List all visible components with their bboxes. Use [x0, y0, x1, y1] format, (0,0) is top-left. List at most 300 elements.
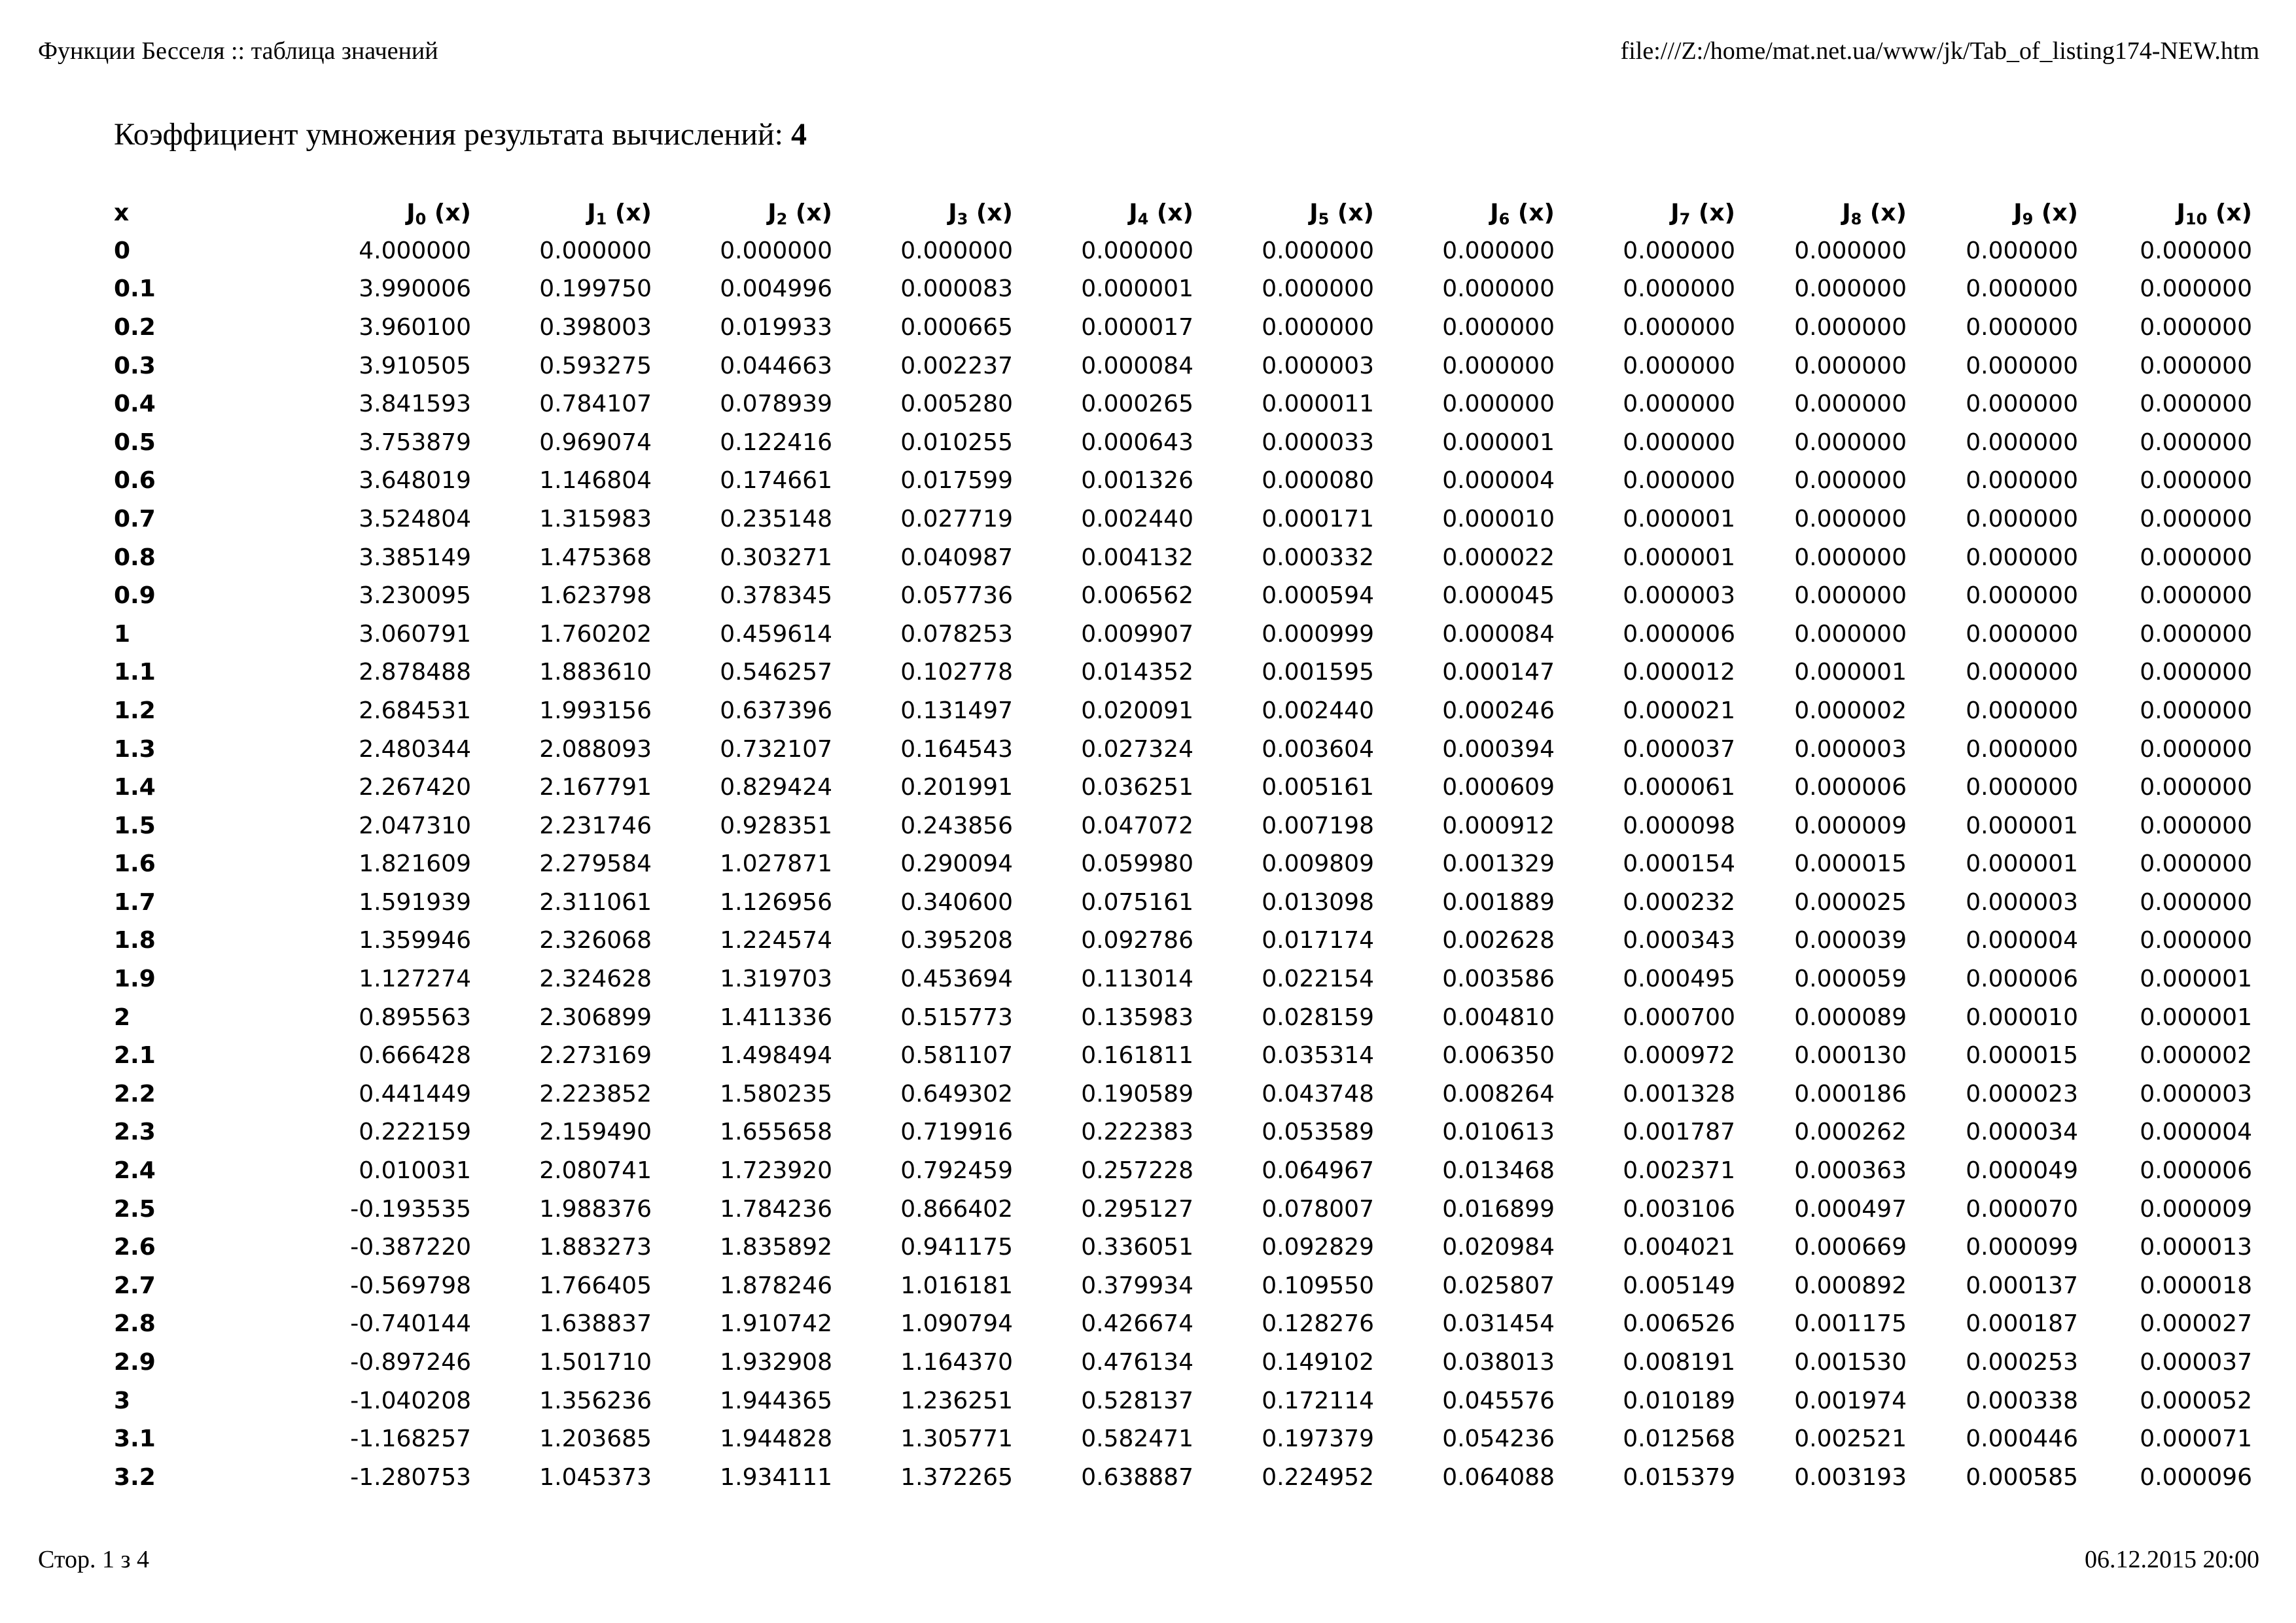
- cell-j0: -0.387220: [350, 1234, 471, 1261]
- cell-j6: 0.000000: [1442, 352, 1555, 379]
- cell-j7: 0.000000: [1623, 391, 1735, 418]
- cell-j5: 0.078007: [1262, 1195, 1374, 1223]
- cell-j4: 0.036251: [1081, 774, 1193, 801]
- cell-j2: 1.655658: [720, 1119, 832, 1146]
- row-x-value: 2.8: [114, 1310, 156, 1338]
- row-x-value: 1.1: [114, 659, 156, 686]
- cell-j10: 0.000001: [2140, 966, 2252, 993]
- cell-j9: 0.000006: [1966, 966, 2078, 993]
- cell-j4: 0.336051: [1081, 1234, 1193, 1261]
- cell-j2: 1.224574: [720, 927, 832, 954]
- cell-j5: 0.013098: [1262, 888, 1374, 916]
- cell-j10: 0.000006: [2140, 1157, 2252, 1185]
- cell-j5: 0.043748: [1262, 1080, 1374, 1108]
- cell-j6: 0.000022: [1442, 544, 1555, 571]
- column-header-order: 4: [1137, 209, 1149, 228]
- column-header-j8: [1735, 194, 1907, 232]
- cell-j4: 0.047072: [1081, 812, 1193, 839]
- cell-j3: 0.002237: [900, 352, 1013, 379]
- row-x-value: 0.9: [114, 582, 156, 610]
- column-header-order: 2: [776, 209, 788, 228]
- cell-j1: 2.311061: [539, 888, 652, 916]
- cell-j2: 0.732107: [720, 735, 832, 763]
- cell-j3: 1.016181: [900, 1272, 1013, 1299]
- cell-j7: 0.015379: [1623, 1463, 1735, 1491]
- cell-j8: 0.001530: [1794, 1349, 1907, 1376]
- cell-j0: -0.897246: [350, 1349, 471, 1376]
- cell-j10: 0.000000: [2140, 275, 2252, 303]
- cell-j9: 0.000187: [1966, 1310, 2078, 1338]
- column-header-arg: (x): [2033, 199, 2078, 226]
- cell-j6: 0.004810: [1442, 1003, 1555, 1031]
- page-url: file:///Z:/home/mat.net.ua/www/jk/Tab_of_listing174-NEW.htm: [1620, 37, 2259, 65]
- cell-j4: 0.009907: [1081, 620, 1193, 648]
- cell-j6: 0.000912: [1442, 812, 1555, 839]
- table-row: [114, 1075, 2252, 1113]
- cell-j0: -1.280753: [350, 1463, 471, 1491]
- cell-j0: 3.060791: [359, 620, 471, 648]
- cell-j3: 0.005280: [900, 391, 1013, 418]
- cell-j9: 0.000137: [1966, 1272, 2078, 1299]
- cell-j2: 1.027871: [720, 850, 832, 878]
- row-x-value: 2.1: [114, 1042, 156, 1070]
- print-datetime: 06.12.2015 20:00: [2084, 1546, 2259, 1573]
- cell-j0: -1.040208: [350, 1387, 471, 1414]
- cell-j10: 0.000000: [2140, 391, 2252, 418]
- cell-j7: 0.000006: [1623, 620, 1735, 648]
- cell-j7: 0.000001: [1623, 544, 1735, 571]
- cell-j5: 0.002440: [1262, 697, 1374, 724]
- cell-j0: 3.990006: [359, 275, 471, 303]
- cell-j1: 1.988376: [539, 1195, 652, 1223]
- row-x-value: 3: [114, 1387, 131, 1414]
- cell-j0: -1.168257: [350, 1425, 471, 1453]
- cell-j3: 0.010255: [900, 428, 1013, 456]
- cell-j10: 0.000052: [2140, 1387, 2252, 1414]
- column-header-name: J: [948, 199, 957, 226]
- cell-j1: 2.231746: [539, 812, 652, 839]
- cell-j8: 0.000669: [1794, 1234, 1907, 1261]
- cell-j6: 0.000000: [1442, 237, 1555, 264]
- cell-j3: 0.131497: [900, 697, 1013, 724]
- cell-j7: 0.005149: [1623, 1272, 1735, 1299]
- column-header-name: J: [1670, 199, 1680, 226]
- table-row: [114, 1266, 2252, 1305]
- cell-j1: 2.279584: [539, 850, 652, 878]
- table-row: [114, 615, 2252, 654]
- cell-j10: 0.000000: [2140, 352, 2252, 379]
- cell-j9: 0.000000: [1966, 659, 2078, 686]
- cell-j9: 0.000000: [1966, 620, 2078, 648]
- cell-j10: 0.000000: [2140, 237, 2252, 264]
- cell-j3: 0.649302: [900, 1080, 1013, 1108]
- cell-j7: 0.000061: [1623, 774, 1735, 801]
- cell-j4: 0.222383: [1081, 1119, 1193, 1146]
- cell-j7: 0.001328: [1623, 1080, 1735, 1108]
- row-x-value: 1.4: [114, 774, 156, 801]
- cell-j1: 1.356236: [539, 1387, 652, 1414]
- cell-j0: -0.193535: [350, 1195, 471, 1223]
- cell-j4: 0.638887: [1081, 1463, 1193, 1491]
- cell-j1: 1.623798: [539, 582, 652, 610]
- cell-j9: 0.000000: [1966, 391, 2078, 418]
- column-header-order: 6: [1498, 209, 1510, 228]
- cell-j9: 0.000003: [1966, 888, 2078, 916]
- column-header-j9: [1907, 194, 2078, 232]
- cell-j5: 0.035314: [1262, 1042, 1374, 1070]
- cell-j0: 0.895563: [359, 1003, 471, 1031]
- cell-j4: 0.161811: [1081, 1042, 1193, 1070]
- cell-j7: 0.000700: [1623, 1003, 1735, 1031]
- cell-j10: 0.000000: [2140, 544, 2252, 571]
- cell-j8: 0.000059: [1794, 966, 1907, 993]
- cell-j2: 0.004996: [720, 275, 832, 303]
- cell-j8: 0.000015: [1794, 850, 1907, 878]
- cell-j8: 0.003193: [1794, 1463, 1907, 1491]
- cell-j9: 0.000253: [1966, 1349, 2078, 1376]
- cell-j4: 0.020091: [1081, 697, 1193, 724]
- row-x-value: 2.4: [114, 1157, 156, 1185]
- cell-j6: 0.013468: [1442, 1157, 1555, 1185]
- cell-j5: 0.001595: [1262, 659, 1374, 686]
- cell-j7: 0.000098: [1623, 812, 1735, 839]
- column-header-j6: [1374, 194, 1555, 232]
- cell-j3: 0.719916: [900, 1119, 1013, 1146]
- cell-j9: 0.000000: [1966, 582, 2078, 610]
- cell-j0: 3.648019: [359, 467, 471, 495]
- cell-j5: 0.092829: [1262, 1234, 1374, 1261]
- cell-j1: 1.993156: [539, 697, 652, 724]
- cell-j2: 1.723920: [720, 1157, 832, 1185]
- cell-j4: 0.006562: [1081, 582, 1193, 610]
- cell-j4: 0.190589: [1081, 1080, 1193, 1108]
- cell-j4: 0.135983: [1081, 1003, 1193, 1031]
- cell-j5: 0.000000: [1262, 313, 1374, 341]
- cell-j10: 0.000071: [2140, 1425, 2252, 1453]
- row-x-value: 3.2: [114, 1463, 156, 1491]
- cell-j6: 0.064088: [1442, 1463, 1555, 1491]
- row-x-value: 2.6: [114, 1234, 156, 1261]
- cell-j0: 1.359946: [359, 927, 471, 954]
- column-header-name: J: [406, 199, 415, 226]
- cell-j2: 1.910742: [720, 1310, 832, 1338]
- cell-j8: 0.000089: [1794, 1003, 1907, 1031]
- cell-j0: 2.047310: [359, 812, 471, 839]
- cell-j4: 0.379934: [1081, 1272, 1193, 1299]
- cell-j7: 0.000000: [1623, 275, 1735, 303]
- table-row: [114, 730, 2252, 769]
- cell-j0: 2.684531: [359, 697, 471, 724]
- cell-j3: 0.340600: [900, 888, 1013, 916]
- cell-j10: 0.000000: [2140, 582, 2252, 610]
- cell-j3: 0.017599: [900, 467, 1013, 495]
- page-title: Функции Бесселя :: таблица значений: [38, 37, 438, 65]
- column-header-order: 8: [1850, 209, 1862, 228]
- cell-j9: 0.000000: [1966, 275, 2078, 303]
- cell-j10: 0.000000: [2140, 774, 2252, 801]
- column-header-arg: (x): [1510, 199, 1555, 226]
- cell-j2: 1.784236: [720, 1195, 832, 1223]
- cell-j1: 2.306899: [539, 1003, 652, 1031]
- column-header-order: 7: [1679, 209, 1691, 228]
- cell-j3: 1.090794: [900, 1310, 1013, 1338]
- row-x-value: 0.5: [114, 428, 156, 456]
- cell-j6: 0.025807: [1442, 1272, 1555, 1299]
- cell-j3: 0.515773: [900, 1003, 1013, 1031]
- table-row: [114, 1305, 2252, 1344]
- cell-j6: 0.045576: [1442, 1387, 1555, 1414]
- row-x-value: 1: [114, 620, 131, 648]
- cell-j1: 1.045373: [539, 1463, 652, 1491]
- cell-j4: 0.059980: [1081, 850, 1193, 878]
- cell-j9: 0.000015: [1966, 1042, 2078, 1070]
- cell-j3: 1.164370: [900, 1349, 1013, 1376]
- cell-j2: 1.932908: [720, 1349, 832, 1376]
- cell-j5: 0.064967: [1262, 1157, 1374, 1185]
- cell-j2: 0.044663: [720, 352, 832, 379]
- cell-j7: 0.004021: [1623, 1234, 1735, 1261]
- cell-j0: 0.010031: [359, 1157, 471, 1185]
- cell-j1: 2.273169: [539, 1042, 652, 1070]
- column-header-order: 3: [957, 209, 968, 228]
- cell-j1: 0.000000: [539, 237, 652, 264]
- cell-j6: 0.031454: [1442, 1310, 1555, 1338]
- cell-j5: 0.007198: [1262, 812, 1374, 839]
- cell-j6: 0.016899: [1442, 1195, 1555, 1223]
- cell-j4: 0.000001: [1081, 275, 1193, 303]
- cell-j6: 0.000147: [1442, 659, 1555, 686]
- cell-j0: 2.480344: [359, 735, 471, 763]
- table-row: [114, 654, 2252, 692]
- cell-j6: 0.038013: [1442, 1349, 1555, 1376]
- cell-j0: 2.878488: [359, 659, 471, 686]
- cell-j8: 0.000130: [1794, 1042, 1907, 1070]
- cell-j6: 0.054236: [1442, 1425, 1555, 1453]
- cell-j6: 0.000004: [1442, 467, 1555, 495]
- cell-j0: 0.222159: [359, 1119, 471, 1146]
- cell-j4: 0.000017: [1081, 313, 1193, 341]
- cell-j0: 1.591939: [359, 888, 471, 916]
- cell-j4: 0.426674: [1081, 1310, 1193, 1338]
- cell-j8: 0.000039: [1794, 927, 1907, 954]
- cell-j9: 0.000000: [1966, 774, 2078, 801]
- column-header-name: J: [768, 199, 777, 226]
- table-row: [114, 270, 2252, 309]
- cell-j5: 0.003604: [1262, 735, 1374, 763]
- cell-j6: 0.008264: [1442, 1080, 1555, 1108]
- cell-j2: 0.000000: [720, 237, 832, 264]
- row-x-value: 0.7: [114, 505, 156, 532]
- cell-j7: 0.000021: [1623, 697, 1735, 724]
- cell-j5: 0.022154: [1262, 966, 1374, 993]
- cell-j0: -0.569798: [350, 1272, 471, 1299]
- cell-j10: 0.000001: [2140, 1003, 2252, 1031]
- cell-j5: 0.224952: [1262, 1463, 1374, 1491]
- cell-j8: 0.000000: [1794, 237, 1907, 264]
- cell-j2: 0.829424: [720, 774, 832, 801]
- column-header-order: 10: [2185, 209, 2208, 228]
- cell-j2: 0.928351: [720, 812, 832, 839]
- cell-j6: 0.000609: [1442, 774, 1555, 801]
- cell-j10: 0.000037: [2140, 1349, 2252, 1376]
- cell-j8: 0.000000: [1794, 275, 1907, 303]
- table-row: [114, 1343, 2252, 1382]
- cell-j5: 0.000011: [1262, 391, 1374, 418]
- cell-j3: 0.000083: [900, 275, 1013, 303]
- cell-j9: 0.000000: [1966, 697, 2078, 724]
- cell-j5: 0.000080: [1262, 467, 1374, 495]
- row-x-value: 0.6: [114, 467, 156, 495]
- cell-j6: 0.000000: [1442, 391, 1555, 418]
- cell-j8: 0.000363: [1794, 1157, 1907, 1185]
- cell-j0: 3.910505: [359, 352, 471, 379]
- cell-j7: 0.002371: [1623, 1157, 1735, 1185]
- cell-j2: 0.122416: [720, 428, 832, 456]
- table-row: [114, 768, 2252, 807]
- table-row: [114, 960, 2252, 998]
- cell-j1: 1.203685: [539, 1425, 652, 1453]
- table-row: [114, 232, 2252, 270]
- cell-j1: 1.315983: [539, 505, 652, 532]
- table-row: [114, 1151, 2252, 1190]
- cell-j3: 1.305771: [900, 1425, 1013, 1453]
- column-header-j5: [1193, 194, 1374, 232]
- row-x-value: 1.3: [114, 735, 156, 763]
- cell-j6: 0.010613: [1442, 1119, 1555, 1146]
- table-row: [114, 1113, 2252, 1152]
- cell-j10: 0.000000: [2140, 467, 2252, 495]
- column-header-j4: [1013, 194, 1193, 232]
- cell-j2: 1.878246: [720, 1272, 832, 1299]
- cell-j9: 0.000010: [1966, 1003, 2078, 1031]
- column-header-order: 9: [2022, 209, 2034, 228]
- cell-j5: 0.000000: [1262, 237, 1374, 264]
- cell-j4: 0.295127: [1081, 1195, 1193, 1223]
- cell-j1: 0.784107: [539, 391, 652, 418]
- cell-j7: 0.000012: [1623, 659, 1735, 686]
- cell-j9: 0.000000: [1966, 428, 2078, 456]
- cell-j4: 0.075161: [1081, 888, 1193, 916]
- table-row: [114, 385, 2252, 423]
- cell-j8: 0.000000: [1794, 352, 1907, 379]
- cell-j6: 0.001889: [1442, 888, 1555, 916]
- cell-j9: 0.000446: [1966, 1425, 2078, 1453]
- coefficient-label: Коэффициент умножения результата вычислений:: [114, 117, 783, 152]
- cell-j5: 0.197379: [1262, 1425, 1374, 1453]
- cell-j9: 0.000338: [1966, 1387, 2078, 1414]
- cell-j10: 0.000018: [2140, 1272, 2252, 1299]
- cell-j10: 0.000000: [2140, 428, 2252, 456]
- cell-j7: 0.000343: [1623, 927, 1735, 954]
- cell-j3: 0.395208: [900, 927, 1013, 954]
- cell-j8: 0.000000: [1794, 620, 1907, 648]
- cell-j4: 0.000000: [1081, 237, 1193, 264]
- cell-j8: 0.001175: [1794, 1310, 1907, 1338]
- cell-j8: 0.000000: [1794, 391, 1907, 418]
- cell-j1: 1.475368: [539, 544, 652, 571]
- cell-j8: 0.000000: [1794, 544, 1907, 571]
- cell-j6: 0.006350: [1442, 1042, 1555, 1070]
- cell-j6: 0.003586: [1442, 966, 1555, 993]
- column-header-arg: (x): [1690, 199, 1735, 226]
- page-number: Стор. 1 з 4: [38, 1546, 149, 1573]
- cell-j4: 0.257228: [1081, 1157, 1193, 1185]
- row-x-value: 0.1: [114, 275, 156, 303]
- cell-j3: 0.243856: [900, 812, 1013, 839]
- cell-j10: 0.000003: [2140, 1080, 2252, 1108]
- column-header-arg: (x): [1329, 199, 1374, 226]
- cell-j8: 0.000497: [1794, 1195, 1907, 1223]
- cell-j3: 0.164543: [900, 735, 1013, 763]
- cell-j8: 0.000186: [1794, 1080, 1907, 1108]
- cell-j0: 3.385149: [359, 544, 471, 571]
- cell-j6: 0.000084: [1442, 620, 1555, 648]
- cell-j3: 0.040987: [900, 544, 1013, 571]
- cell-j9: 0.000023: [1966, 1080, 2078, 1108]
- cell-j0: 3.753879: [359, 428, 471, 456]
- cell-j8: 0.000002: [1794, 697, 1907, 724]
- cell-j2: 1.498494: [720, 1042, 832, 1070]
- cell-j7: 0.000037: [1623, 735, 1735, 763]
- cell-j6: 0.000045: [1442, 582, 1555, 610]
- table-row: [114, 538, 2252, 577]
- cell-j0: 3.524804: [359, 505, 471, 532]
- cell-j1: 1.638837: [539, 1310, 652, 1338]
- cell-j9: 0.000000: [1966, 313, 2078, 341]
- cell-j1: 2.167791: [539, 774, 652, 801]
- cell-j8: 0.000000: [1794, 505, 1907, 532]
- cell-j9: 0.000004: [1966, 927, 2078, 954]
- cell-j5: 0.000594: [1262, 582, 1374, 610]
- cell-j8: 0.000001: [1794, 659, 1907, 686]
- cell-j9: 0.000000: [1966, 544, 2078, 571]
- cell-j4: 0.014352: [1081, 659, 1193, 686]
- cell-j1: 2.223852: [539, 1080, 652, 1108]
- cell-j8: 0.000009: [1794, 812, 1907, 839]
- cell-j1: 2.080741: [539, 1157, 652, 1185]
- cell-j10: 0.000000: [2140, 735, 2252, 763]
- bessel-table: [114, 194, 2252, 1497]
- cell-j0: 3.841593: [359, 391, 471, 418]
- cell-j1: 0.199750: [539, 275, 652, 303]
- cell-j9: 0.000001: [1966, 812, 2078, 839]
- cell-j5: 0.005161: [1262, 774, 1374, 801]
- cell-j3: 0.581107: [900, 1042, 1013, 1070]
- cell-j2: 1.319703: [720, 966, 832, 993]
- cell-j10: 0.000000: [2140, 313, 2252, 341]
- cell-j0: 4.000000: [359, 237, 471, 264]
- cell-j3: 1.372265: [900, 1463, 1013, 1491]
- cell-j8: 0.000003: [1794, 735, 1907, 763]
- cell-j4: 0.001326: [1081, 467, 1193, 495]
- cell-j10: 0.000009: [2140, 1195, 2252, 1223]
- cell-j7: 0.010189: [1623, 1387, 1735, 1414]
- cell-j9: 0.000000: [1966, 237, 2078, 264]
- cell-j6: 0.020984: [1442, 1234, 1555, 1261]
- cell-j1: 1.146804: [539, 467, 652, 495]
- column-header-j3: [832, 194, 1013, 232]
- cell-j5: 0.000003: [1262, 352, 1374, 379]
- table-row: [114, 1420, 2252, 1458]
- cell-j6: 0.001329: [1442, 850, 1555, 878]
- cell-j3: 0.057736: [900, 582, 1013, 610]
- cell-j9: 0.000070: [1966, 1195, 2078, 1223]
- cell-j7: 0.000000: [1623, 352, 1735, 379]
- cell-j6: 0.002628: [1442, 927, 1555, 954]
- cell-j4: 0.027324: [1081, 735, 1193, 763]
- cell-j5: 0.172114: [1262, 1387, 1374, 1414]
- cell-j10: 0.000000: [2140, 812, 2252, 839]
